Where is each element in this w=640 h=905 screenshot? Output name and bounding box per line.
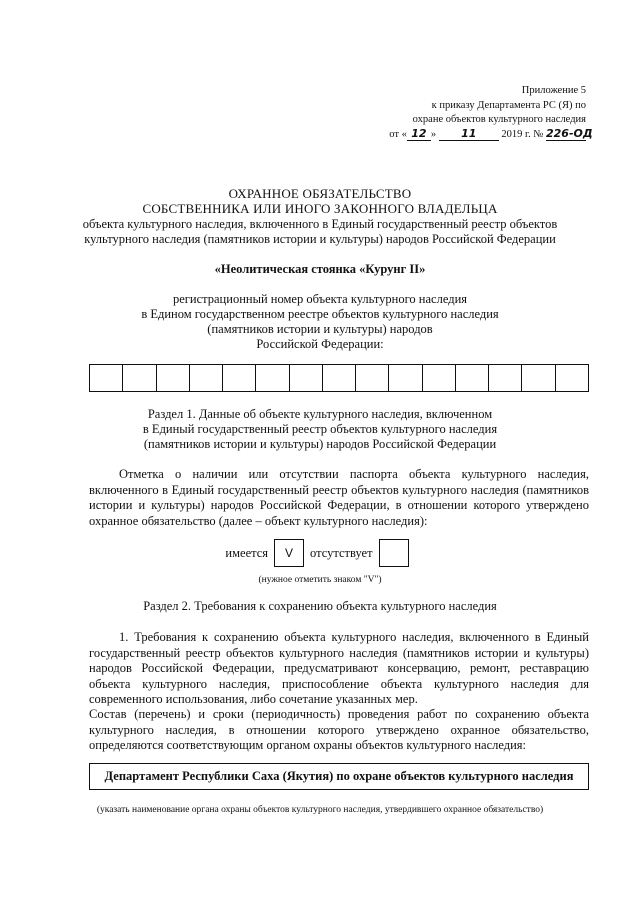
section1-line-3: (памятников истории и культуры) народов Российской Федерации (143, 437, 497, 451)
reg-cell[interactable] (356, 365, 389, 391)
absent-label: отсутствует (310, 545, 373, 560)
object-name: «Неолитическая стоянка «Курунг II» (214, 262, 426, 276)
passport-check-row (0, 539, 640, 567)
reg-cell[interactable] (456, 365, 489, 391)
registration-line-2: в Едином государственном реестре объектов культурного наследия (141, 307, 499, 321)
reg-cell[interactable] (256, 365, 289, 391)
registration-line-1: регистрационный номер объекта культурного наследия (172, 292, 468, 306)
title-line-4: культурного наследия (памятников истории и культуры) народов Российской Федерации (84, 232, 556, 246)
appendix-line-1: Приложение 5 (521, 85, 586, 96)
reg-cell[interactable] (323, 365, 356, 391)
appendix-line-3: охране объектов культурного наследия (412, 114, 586, 125)
registration-number-grid[interactable] (89, 364, 589, 392)
passport-paragraph: Отметка о наличии или отсутствии паспорта объекта культурного наследия, включенного в Единый государственный реестр объектов культурного наследия (памятников истории и культуры) народов Российской Федерации, в отношении которого утверждено охранное обязательство (далее – объект культурного наследия): (89, 467, 589, 528)
reg-cell[interactable] (389, 365, 422, 391)
date-mid: » (430, 128, 437, 140)
reg-cell[interactable] (223, 365, 256, 391)
section2-title: Раздел 2. Требования к сохранению объекта культурного наследия (143, 599, 497, 613)
date-month: 11 (439, 128, 499, 141)
reg-cell[interactable] (190, 365, 223, 391)
appendix-date-line (389, 126, 593, 143)
organ-name-box: Департамент Республики Саха (Якутия) по охране объектов культурного наследия (89, 763, 589, 790)
reg-cell[interactable] (123, 365, 156, 391)
reg-cell[interactable] (489, 365, 522, 391)
section1-line-1: Раздел 1. Данные об объекте культурного наследия, включенном (147, 407, 493, 421)
exists-checkbox[interactable]: V (274, 539, 304, 567)
date-year: 2019 г. № (501, 128, 544, 140)
registration-line-3: (памятников истории и культуры) народов (207, 322, 433, 336)
reg-cell[interactable] (423, 365, 456, 391)
title-line-3: объекта культурного наследия, включенного в Единый государственный реестр объектов (82, 217, 558, 231)
date-prefix: от « (389, 128, 407, 140)
absent-checkbox[interactable] (379, 539, 409, 567)
registration-line-4: Российской Федерации: (256, 337, 384, 351)
appendix-line-2: к приказу Департамента РС (Я) по (431, 99, 586, 111)
reg-cell[interactable] (290, 365, 323, 391)
section1-line-2: в Единый государственный реестр объектов культурного наследия (142, 422, 498, 436)
requirements-paragraph: 1. Требования к сохранению объекта культурного наследия, включенного в Единый государственный реестр объектов культурного наследия (памятников истории и культуры) народов Российской Федерации, предусматривают консервацию, ремонт, реставрацию объекта культурного наследия, приспособление объекта культурного наследия для современного использования, либо сочетание указанных мер. (89, 630, 589, 706)
check-note: (нужное отметить знаком "V") (258, 575, 382, 585)
exists-label: имеется (225, 545, 269, 560)
organ-note: (указать наименование органа охраны объектов культурного наследия, утвердившего охранное обязательство) (96, 805, 544, 815)
reg-cell[interactable] (522, 365, 555, 391)
appendix-header (389, 84, 593, 142)
works-paragraph: Состав (перечень) и сроки (периодичность) проведения работ по сохранению объекта культурного наследия, в отношении которого утверждено охранное обязательство, определяются соответствующим органом охраны объектов культурного наследия: (89, 707, 589, 752)
title-line-1: ОХРАННОЕ ОБЯЗАТЕЛЬСТВО (228, 186, 412, 201)
order-number: 226-ОД (546, 126, 593, 140)
date-day: 12 (407, 128, 431, 141)
reg-cell[interactable] (556, 365, 588, 391)
reg-cell[interactable] (157, 365, 190, 391)
title-line-2: СОБСТВЕННИКА ИЛИ ИНОГО ЗАКОННОГО ВЛАДЕЛЬЦА (142, 201, 498, 216)
reg-cell[interactable] (90, 365, 123, 391)
